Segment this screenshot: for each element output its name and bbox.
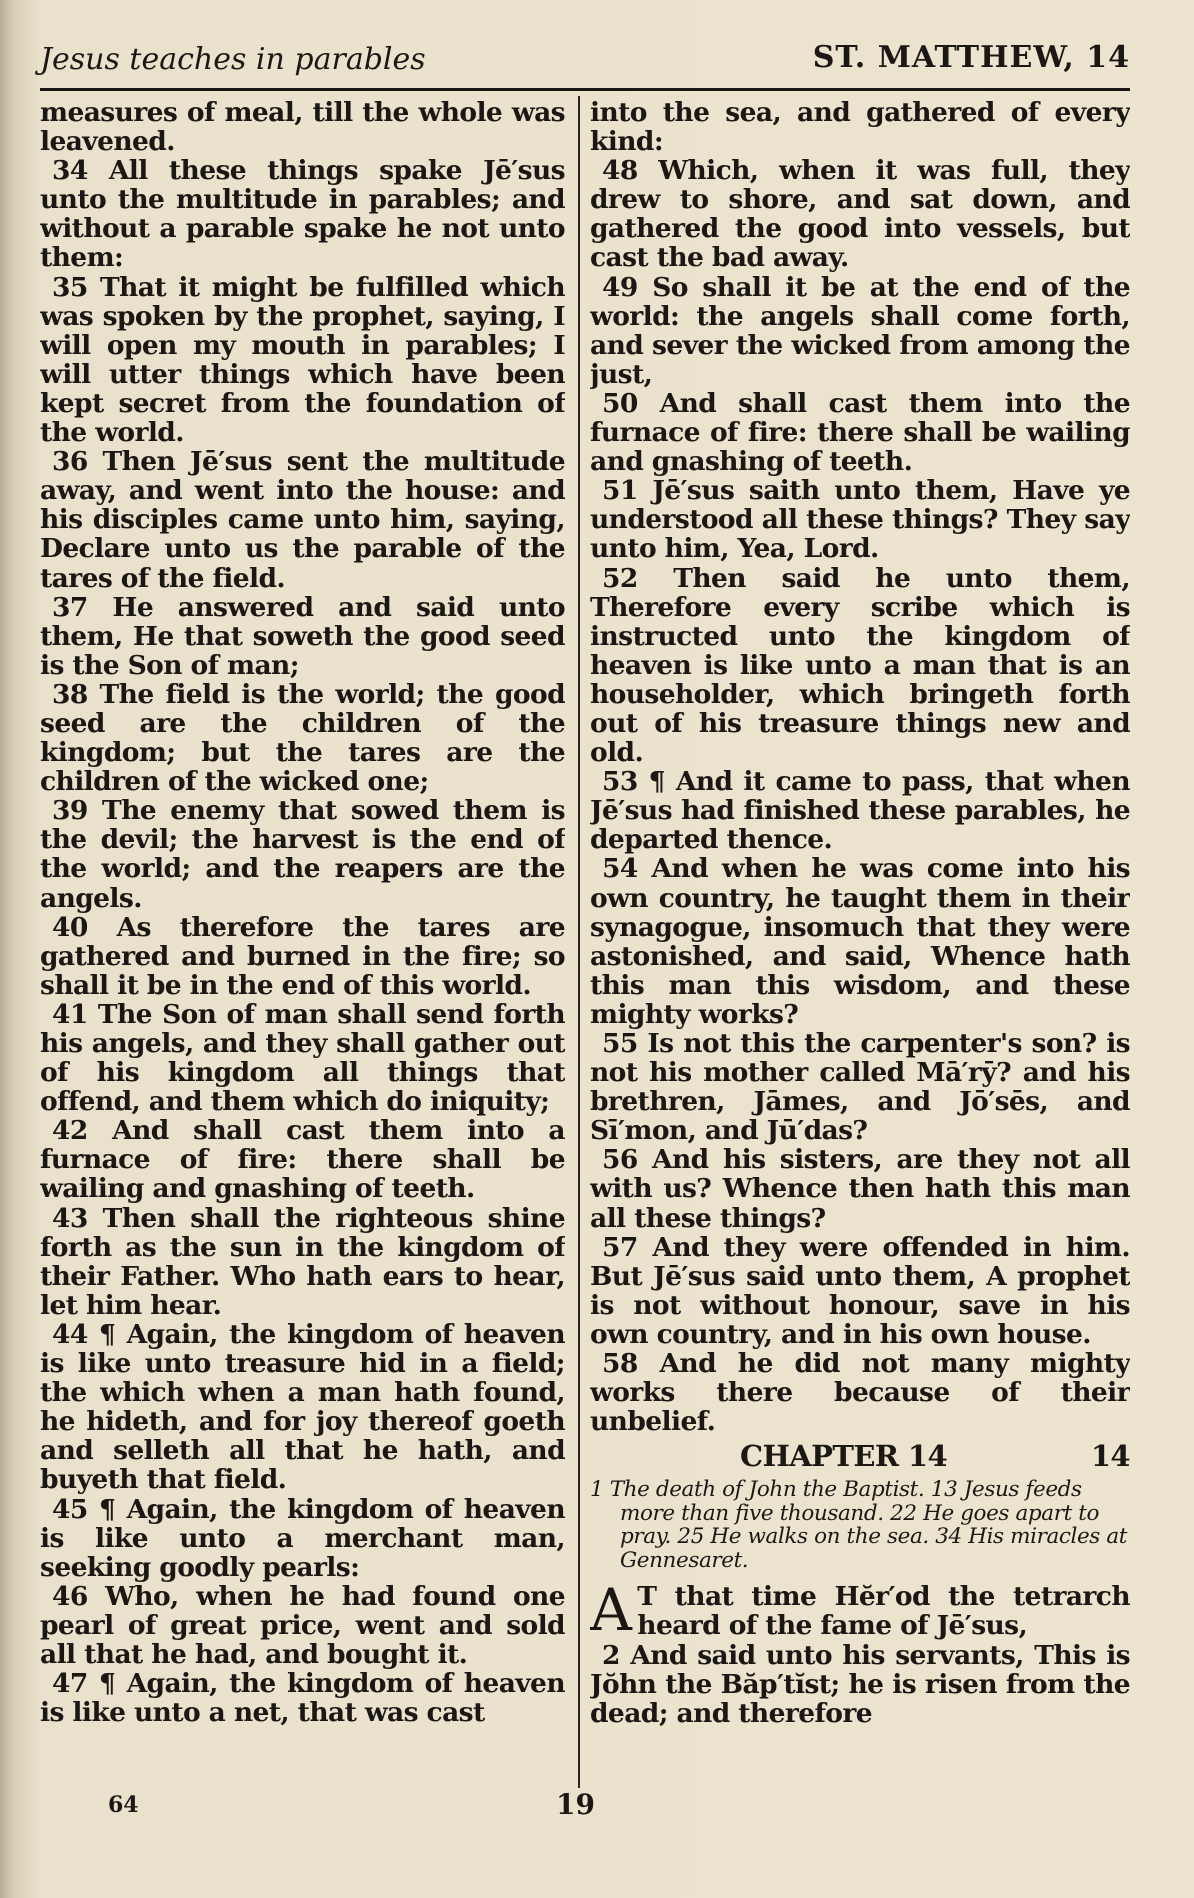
verse: 57 And they were offended in him. But Jē′sus said unto them, A prophet is not without honour, save in his own country, and in his own house. <box>590 1231 1130 1350</box>
chapter-heading <box>590 1439 1130 1476</box>
verse: 45 ¶ Again, the kingdom of heaven is like unto a merchant man, seeking goodly pearls: <box>40 1493 565 1583</box>
left-column <box>40 98 565 1788</box>
header-rule <box>40 88 1130 91</box>
chapter-title: CHAPTER 14 <box>740 1439 948 1474</box>
verse: 58 And he did not many mighty works there because of their unbelief. <box>590 1348 1130 1438</box>
verse-1 <box>590 1576 1130 1645</box>
signature-mark: 19 <box>556 1788 595 1821</box>
verse: 54 And when he was come into his own country, he taught them in their synagogue, insomuch that they were astonished, and said, Whence hath this man this wisdom, and these mighty works? <box>590 853 1130 1030</box>
verse: 46 Who, when he had found one pearl of great price, went and sold all that he had, and bought it. <box>40 1580 565 1670</box>
verse: 35 That it might be fulfilled which was spoken by the prophet, saying, I will open my mouth in parables; I will utter things which have been kept secret from the foundation of the world. <box>40 271 565 449</box>
chapter-summary: 1 The death of John the Baptist. 13 Jesus feeds more than five thousand. 22 He goes apart to pray. 25 He walks on the sea. 34 His miracles at Gennesaret. <box>590 1477 1128 1573</box>
verse: 36 Then Jē′sus sent the multitude away, and went into the house: and his disciples came unto him, saying, Declare unto us the parable of the tares of the field. <box>40 446 565 594</box>
verse-2: 2 And said unto his servants, This is Jŏhn the Băp′tĭst; he is risen from the dead; and therefore <box>590 1639 1130 1729</box>
right-column <box>590 98 1130 1788</box>
drop-cap: A <box>590 1576 632 1645</box>
verse: 56 And his sisters, are they not all with us? Whence then hath this man all these things? <box>590 1144 1130 1234</box>
verse: 50 And shall cast them into the furnace of fire: there shall be wailing and gnashing of teeth. <box>590 387 1130 478</box>
verse: 40 As therefore the tares are gathered and burned in the fire; so shall it be in the end of this world. <box>40 911 565 1001</box>
verse: 44 ¶ Again, the kingdom of heaven is like unto treasure hid in a field; the which when a man hath found, he hideth, and for joy thereof goeth and selleth all that he hath, and buyeth that field. <box>40 1318 565 1496</box>
verse: 39 The enemy that sowed them is the devil; the harvest is the end of the world; and the reapers are the angels. <box>40 795 565 914</box>
verse: 43 Then shall the righteous shine forth as the sun in the kingdom of their Father. Who hath ears to hear, let him hear. <box>40 1202 565 1321</box>
verse: 52 Then said he unto them, Therefore every scribe which is instructed unto the kingdom of heaven is like unto a man that is an householder, which bringeth forth out of his treasure things new and old. <box>590 562 1130 769</box>
book-chapter-title: ST. MATTHEW, 14 <box>812 40 1130 75</box>
running-head <box>40 38 1130 88</box>
page-number: 64 <box>108 1792 139 1818</box>
chapter-number: 14 <box>1090 1439 1130 1474</box>
verse-1-text: T that time Hĕr′od the tetrarch heard of the fame of Jē′sus, <box>637 1581 1130 1642</box>
verse: 53 ¶ And it came to pass, that when Jē′sus had finished these parables, he departed thence. <box>590 766 1130 856</box>
verse: measures of meal, till the whole was leavened. <box>40 98 565 158</box>
verse: 41 The Son of man shall send forth his angels, and they shall gather out of his kingdom all things that offend, and them which do iniquity; <box>40 998 565 1118</box>
verse: 42 And shall cast them into a furnace of fire: there shall be wailing and gnashing of teeth. <box>40 1115 565 1205</box>
verse: 47 ¶ Again, the kingdom of heaven is like unto a net, that was cast <box>40 1668 565 1729</box>
verse: 37 He answered and said unto them, He that soweth the good seed is the Son of man; <box>40 591 565 681</box>
column-divider <box>578 96 580 1788</box>
verse: 48 Which, when it was full, they drew to shore, and sat down, and gathered the good into vessels, but cast the bad away. <box>590 155 1130 274</box>
verse: into the sea, and gathered of every kind: <box>590 98 1130 158</box>
section-title: Jesus teaches in parables <box>40 42 426 77</box>
verse: 49 So shall it be at the end of the world: the angels shall come forth, and sever the wicked from among the just, <box>590 271 1130 390</box>
verse: 55 Is not this the carpenter's son? is not his mother called Mā′rȳ? and his brethren, Jāmes, and Jō′sēs, and Sī′mon, and Jū′das? <box>590 1028 1130 1147</box>
verse: 34 All these things spake Jē′sus unto the multitude in parables; and without a parable spake he not unto them: <box>40 155 565 274</box>
verse: 38 The field is the world; the good seed are the children of the kingdom; but the tares are the children of the wicked one; <box>40 678 565 798</box>
verse: 51 Jē′sus saith unto them, Have ye understood all these things? They say unto him, Yea, Lord. <box>590 475 1130 565</box>
